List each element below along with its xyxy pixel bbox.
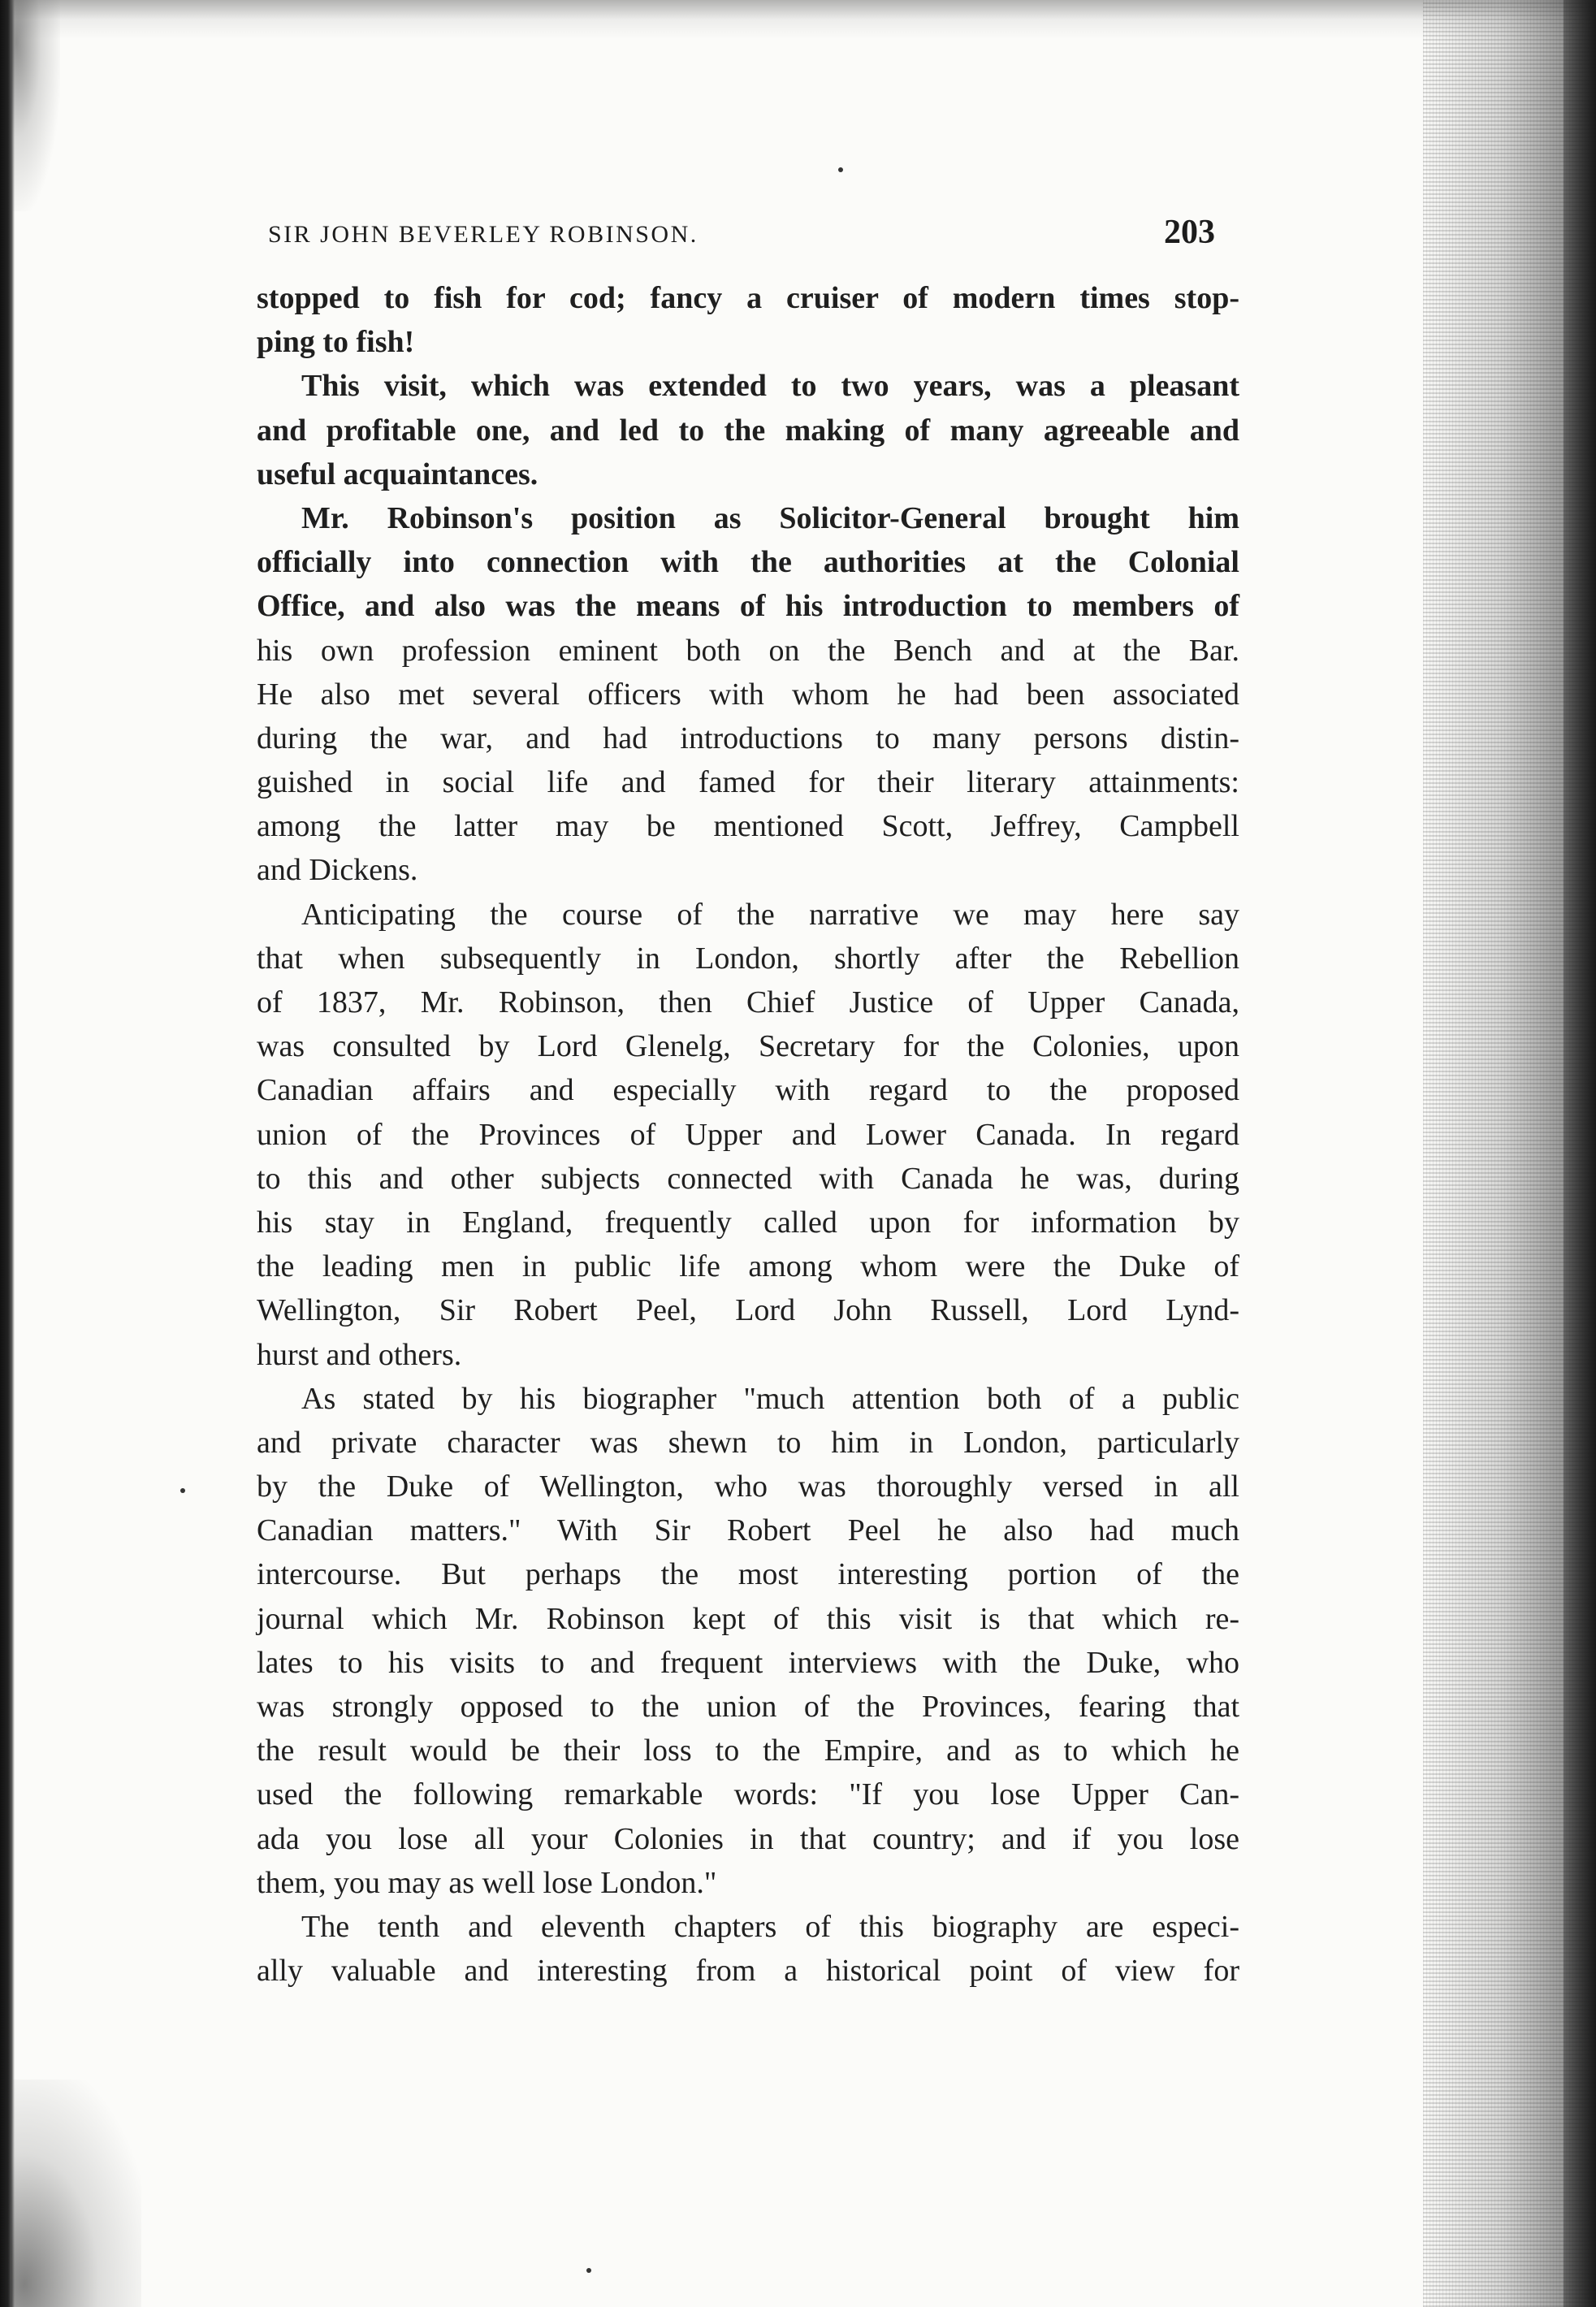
scan-binding-edge <box>0 0 15 2307</box>
scan-speckle-top <box>11 0 60 211</box>
scan-speck <box>586 2268 591 2273</box>
text-line: by the Duke of Wellington, who was thoroughly versed in all <box>257 1469 1239 1504</box>
text-line: and private character was shewn to him in London, particularly <box>257 1425 1239 1460</box>
running-head: SIR JOHN BEVERLEY ROBINSON. <box>268 221 699 248</box>
text-line: ping to fish! <box>257 325 415 360</box>
text-line: was consulted by Lord Glenelg, Secretary for the Colonies, upon <box>257 1029 1239 1064</box>
scan-right-edge <box>1564 0 1596 2307</box>
scan-top-shadow <box>0 0 1596 39</box>
text-line: hurst and others. <box>257 1337 462 1372</box>
text-line: of 1837, Mr. Robinson, then Chief Justice of Upper Canada, <box>257 985 1239 1019</box>
scan-speck <box>180 1488 185 1493</box>
text-line: This visit, which was extended to two years, was a pleasant <box>301 369 1239 404</box>
text-line: and Dickens. <box>257 853 418 888</box>
text-line: He also met several officers with whom he had been associated <box>257 677 1239 712</box>
text-line: lates to his visits to and frequent interviews with the Duke, who <box>257 1645 1239 1680</box>
text-line: them, you may as well lose London." <box>257 1865 717 1900</box>
text-line: Mr. Robinson's position as Solicitor-General brought him <box>301 500 1239 535</box>
body-text <box>257 276 1239 1993</box>
text-line: journal which Mr. Robinson kept of this visit is that which re- <box>257 1601 1239 1636</box>
text-line: As stated by his biographer "much attention both of a public <box>301 1381 1239 1416</box>
text-line: guished in social life and famed for their literary attainments: <box>257 765 1239 800</box>
text-line: was strongly opposed to the union of the Provinces, fearing that <box>257 1690 1239 1724</box>
text-line: intercourse. But perhaps the most interesting portion of the <box>257 1557 1239 1592</box>
text-line: useful acquaintances. <box>257 457 538 491</box>
text-line: Anticipating the course of the narrative we may here say <box>301 897 1239 932</box>
text-line: the leading men in public life among whom were the Duke of <box>257 1249 1239 1284</box>
scan-speck <box>838 167 843 172</box>
text-line: to this and other subjects connected with Canada he was, during <box>257 1161 1239 1196</box>
scan-speckle-bottom <box>11 2080 141 2307</box>
text-line: his own profession eminent both on the Bench and at the Bar. <box>257 633 1239 668</box>
text-line: stopped to fish for cod; fancy a cruiser of modern times stop- <box>257 281 1239 315</box>
text-line: officially into connection with the authorities at the Colonial <box>257 545 1239 580</box>
text-line: his stay in England, frequently called upon for information by <box>257 1205 1239 1240</box>
text-line: the result would be their loss to the Empire, and as to which he <box>257 1733 1239 1768</box>
text-line: used the following remarkable words: "If you lose Upper Can- <box>257 1777 1239 1812</box>
text-line: Office, and also was the means of his introduction to members of <box>257 589 1239 624</box>
text-line: during the war, and had introductions to many persons distin- <box>257 721 1239 755</box>
text-line: among the latter may be mentioned Scott, Jeffrey, Campbell <box>257 809 1239 844</box>
text-line: Canadian matters." With Sir Robert Peel he also had much <box>257 1513 1239 1548</box>
text-line: ada you lose all your Colonies in that country; and if you lose <box>257 1821 1239 1856</box>
text-line: ally valuable and interesting from a historical point of view for <box>257 1954 1239 1989</box>
text-line: and profitable one, and led to the making of many agreeable and <box>257 413 1239 448</box>
page-number: 203 <box>1164 214 1215 251</box>
text-line: Canadian affairs and especially with regard to the proposed <box>257 1073 1239 1108</box>
text-line: that when subsequently in London, shortly after the Rebellion <box>257 941 1239 976</box>
text-line: Wellington, Sir Robert Peel, Lord John Russell, Lord Lynd- <box>257 1293 1239 1328</box>
text-line: The tenth and eleventh chapters of this biography are especi- <box>301 1909 1239 1944</box>
text-line: union of the Provinces of Upper and Lower Canada. In regard <box>257 1117 1239 1152</box>
